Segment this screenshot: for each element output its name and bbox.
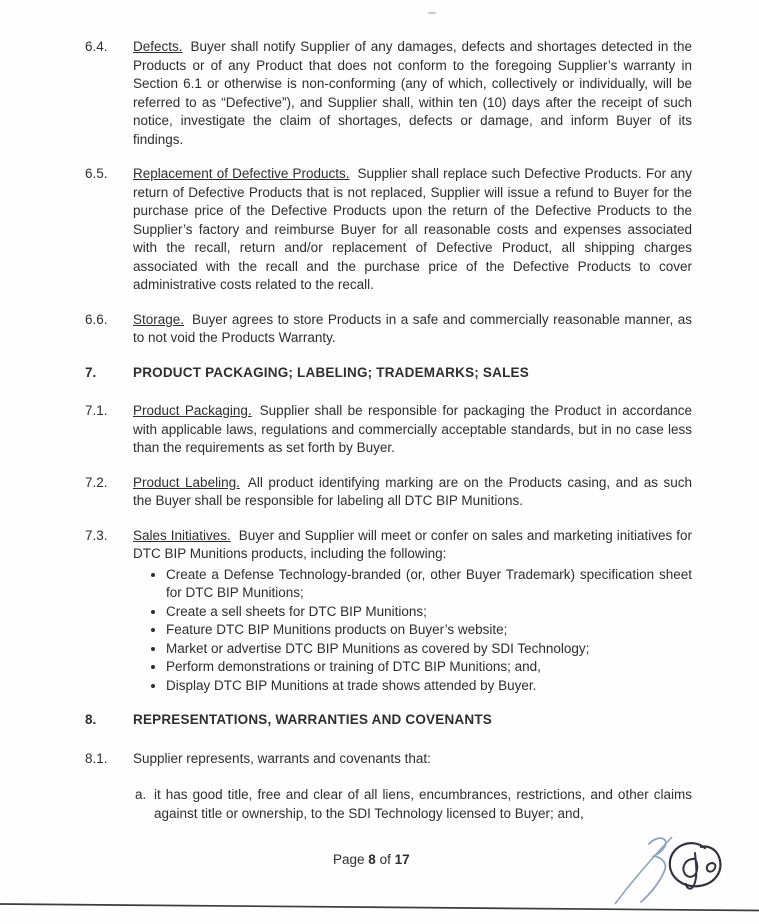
section-heading: Storage. [133, 311, 185, 327]
section-8-heading [85, 711, 692, 730]
section-7-3 [85, 527, 692, 696]
subitem-label: a. [135, 787, 147, 802]
section-body: Supplier shall replace such Defective Products. For any return of Defective Products that is not replaced, Supplier will issue a refund to Buyer for the purchase price of the Defective Products upon the return of the Defective Products to the Supplier’s factory and reimburse Buyer for all reasonable costs and expenses associated with the recall, return and/or replacement of Defective Product, all shipping charges associated with the recall and the purchase price of the Defective Products to cover administrative costs related to the recall. [133, 166, 692, 292]
bullet-item: • Create a sell sheets for DTC BIP Munitions; [166, 603, 692, 622]
section-number: 7.1. [85, 403, 108, 418]
section-7-2 [85, 474, 692, 511]
section-body: Buyer agrees to store Products in a safe and commercially reasonable manner, as to not void the Products Warranty. [133, 311, 692, 345]
bullet-item: • Market or advertise DTC BIP Munitions as covered by SDI Technology; [166, 640, 692, 659]
section-number: 7. [85, 364, 97, 380]
section-body: Buyer shall notify Supplier of any damages, defects and shortages detected in the Products or of any Product that does not conform to the foregoing Supplier’s warranty in Section 6.1 or otherwise is non-conforming (any of which, collectively or individually, will be referred to as “Defective”), and Supplier shall, within ten (10) days after the receipt of such notice, investigate the claim of shortages, defects or damage, and inform Buyer of its findings. [133, 39, 692, 147]
section-number: 6.6. [85, 311, 108, 327]
section-title: REPRESENTATIONS, WARRANTIES AND COVENANTS [133, 712, 492, 727]
section-number: 8.1. [85, 750, 108, 766]
section-body: Supplier shall be responsible for packaging the Product in accordance with applicable laws, regulations and commercially acceptable standards, but in no case less than the requirements as set forth by Buyer. [133, 403, 692, 455]
footer-page-number: 8 [368, 852, 376, 867]
section-body: Supplier represents, warrants and covenants that: [133, 750, 431, 766]
bullet-item: • Create a Defense Technology-branded (or, other Buyer Trademark) specification sheet for DTC BIP Munitions; [166, 566, 692, 603]
section-number: 8. [85, 712, 97, 727]
bullet-item: • Perform demonstrations or training of DTC BIP Munitions; and, [166, 658, 692, 677]
section-number: 7.3. [85, 527, 108, 543]
section-text [133, 527, 692, 696]
subitem-text: it has good title, free and clear of all liens, encumbrances, restrictions, and other claims against title or ownership, to the SDI Technology licensed to Buyer; and, [154, 787, 692, 821]
section-7-heading [85, 364, 692, 383]
subitem-a [135, 786, 692, 823]
scan-edge-line [0, 899, 759, 915]
section-text [133, 402, 692, 458]
footer-page-total: 17 [394, 852, 410, 867]
section-heading: Product Packaging. [133, 403, 252, 418]
section-7-1 [85, 402, 692, 458]
section-heading: Product Labeling. [133, 474, 240, 490]
section-6-5 [85, 165, 692, 295]
scan-speck [428, 12, 436, 14]
footer-of-label: of [379, 852, 391, 867]
page-footer [333, 851, 410, 870]
section-text [133, 750, 692, 824]
section-text [133, 311, 692, 348]
section-heading: Replacement of Defective Products. [133, 166, 350, 181]
section-6-6 [85, 311, 692, 348]
signature-initials [605, 826, 750, 910]
signature-blue-stroke [615, 837, 672, 904]
bullet-item: • Feature DTC BIP Munitions products on Buyer’s website; [166, 621, 692, 640]
footer-page-label: Page [333, 852, 365, 867]
section-body: Buyer and Supplier will meet or confer on sales and marketing initiatives for DTC BIP Munitions products, including the following: [133, 527, 692, 561]
signature-dark-stroke [670, 843, 721, 889]
section-text [133, 38, 692, 149]
section-paragraph [133, 527, 692, 564]
section-number: 6.5. [85, 166, 108, 181]
bullet-item: • Display DTC BIP Munitions at trade shows attended by Buyer. [166, 677, 692, 696]
section-text [133, 474, 692, 511]
section-number: 6.4. [85, 39, 108, 54]
section-6-4 [85, 38, 692, 149]
section-body: All product identifying marking are on the Products casing, and as such the Buyer shall be responsible for labeling all DTC BIP Munitions. [133, 474, 692, 508]
section-heading: Sales Initiatives. [133, 527, 231, 543]
section-8-1 [85, 750, 692, 824]
section-heading: Defects. [133, 39, 183, 54]
section-title: PRODUCT PACKAGING; LABELING; TRADEMARKS; SALES [133, 364, 529, 380]
section-text [133, 165, 692, 295]
sales-initiatives-bullet-list [133, 566, 692, 696]
section-number: 7.2. [85, 474, 108, 490]
